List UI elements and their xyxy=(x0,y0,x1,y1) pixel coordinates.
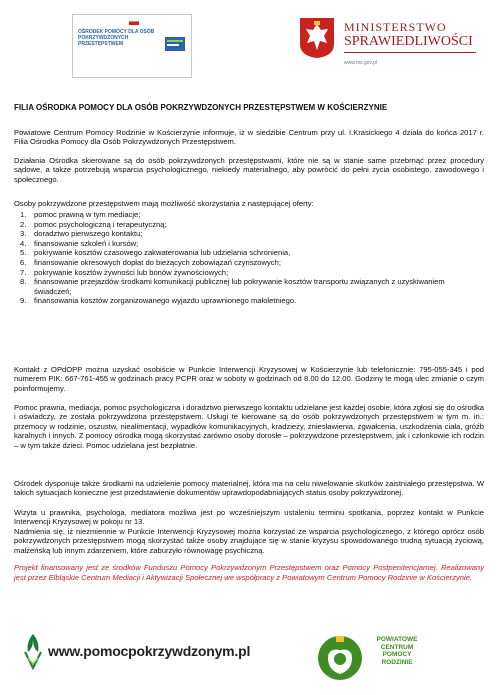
pcpr-logo-text: POWIATOWE CENTRUM POMOCY RODZINIE xyxy=(376,636,418,666)
ministry-logo xyxy=(298,16,478,78)
list-item: 4. finansowanie szkoleń i kursów; xyxy=(20,238,139,248)
offer-lead: Osoby pokrzywdzone przestępstwem mają możliwość skorzystania z następującej oferty: xyxy=(14,199,314,208)
ministry-divider xyxy=(344,52,476,53)
list-item: 1. pomoc prawną w tym mediacje; xyxy=(20,210,141,219)
intro-paragraph: Powiatowe Centrum Pomocy Rodzinie w Kościerzynie informuje, iż w siedzibie Centrum przy ul. I.Krasickiego 4 działa do końca 2017 r. Filia Ośrodka Pomocy dla Osób Pokrzywdzonych Przestępstwem. xyxy=(14,128,484,147)
eagle-emblem-icon xyxy=(300,18,334,58)
also-paragraph: Nadmienia się, iż niezmiennie w Punkcie Interwencji Kryzysowej można korzystać ze wsparcia psychologicznego, z którego oprócz osób pokrzywdzonych przestępstwem mogą skorzystać także osoby znajdujące się w stanie kryzysu spowodowanego trudną sytuacją życiową, małżeńską lub innym zdarzeniem, które zaburzyło równowagę psychiczną. xyxy=(14,527,484,555)
list-item: 7. pokrywanie kosztów żywności lub bonów żywnościowych; xyxy=(20,267,229,277)
contact-paragraph: Kontakt z OPdOPP można uzyskać osobiście w Punkcie Interwencji Kryzysowej w Kościerzynie lub telefonicznie: 795-055-345 i pod numerem PIK: 667-761-455 w godzinach pracy PCPR oraz w soboty w godzinach od 8.00 do 12.00. Godziny te mogą ulec zmianie o czym poinformujemy. xyxy=(14,365,484,393)
list-item: 5. pokrywanie kosztów czasowego zakwaterowania lub udzielania schronienia, xyxy=(20,248,291,258)
osrodek-logo-text: OŚRODEK POMOCY DLA OSÓB POKRZYWDZONYCH PRZESTĘPSTWEM xyxy=(78,29,155,47)
list-item: 3. doradztwo pierwszego kontaktu; xyxy=(20,229,143,239)
document-title: FILIA OŚRODKA POMOCY DLA OSÓB POKRZYWDZONYCH PRZESTĘPSTWEM W KOŚCIERZYNIE xyxy=(14,103,388,112)
pomoc-pokrzywdzonym-logo-icon xyxy=(22,630,44,672)
list-item: 9. finansowania kosztów zorganizowanego wyjazdu uprawnionego małoletniego. xyxy=(20,296,297,306)
help-paragraph: Pomoc prawna, mediacja, pomoc psychologiczna i doradztwo pierwszego kontaktu udzielane jest każdej osobie, która zgłosi się do ośrodka i oświadczy, że została pokrzywdzona przestępstwem. Usługi te kierowane są do osób pokrzywdzonych przestępstwem w tym m. in.: przemocy w rodzinie, oszustw, niealimentacji, wypadków komunikacyjnych, kradzieży, zniesławienia, zgwałcenia, uszkodzenia ciała, gróźb karalnych i innych. Z pomocy ośrodka mogą skorzystać zarówno osoby dorosłe – pokrzywdzone przestępstwem, jak i członkowie ich rodzin – w tym także dzieci. Pomoc udzielana jest bezpłatnie. xyxy=(14,403,484,450)
site-url: www.pomocpokrzywdzonym.pl xyxy=(48,643,251,659)
list-item: 2. pomoc psychologiczną i terapeutyczną; xyxy=(20,219,167,229)
visit-paragraph: Wizyta u prawnika, psychologa, mediatora możliwa jest po wcześniejszym ustaleniu terminu spotkania, poprzez kontakt w Punkcie Interwencji Kryzysowej w pokoju nr 13. xyxy=(14,508,484,527)
intro-paragraph-2: Działania Ośrodka skierowane są do osób pokrzywdzonych przestępstwami, które nie są w stanie same przebrnąć przez procedury sądowe, a także potrzebują wsparcia psychologicznego, niekiedy materialnego, aby powrócić do pełni życia osobistego, zawodowego i społecznego. xyxy=(14,156,484,184)
fund-badge-icon xyxy=(165,37,185,51)
osrodek-logo xyxy=(72,14,192,78)
offer-list xyxy=(14,210,484,306)
ministry-name-line2: SPRAWIEDLIWOŚCI xyxy=(344,34,473,49)
project-funding-note: Projekt finansowany jest ze środków Funduszu Pomocy Pokrzywdzonym Przestępstwem oraz Pomocy Postpenitencjarnej. Realizowany jest przez Elbląskie Centrum Mediacji i Aktywizacji Społecznej we współpracy z Powiatowym Centrum Pomocy Rodzinie w Kościerzynie. xyxy=(14,563,484,582)
ministry-name-line1: MINISTERSTWO xyxy=(344,20,447,34)
list-item: 6. finansowanie okresowych dopłat do bieżących zobowiązań czynszowych; xyxy=(20,257,281,267)
pcpr-logo-icon xyxy=(310,628,370,686)
ministry-url: www.ms.gov.pl xyxy=(344,60,377,66)
list-item: 8. finansowanie przejazdów środkami komunikacji publicznej lub pokrywanie kosztów transportu związanych z uzyskiwaniem świadczeń; xyxy=(20,277,445,296)
funds-paragraph: Ośrodek dysponuje także środkami na udzielenie pomocy materialnej, która ma na celu niwelowanie skutków zaistniałego przestępstwa. W takich sytuacjach konieczne jest przedstawienie dokumentów uprawdopodabniających status osoby pokrzywdzonej. xyxy=(14,479,484,498)
flag-icon xyxy=(129,18,139,25)
